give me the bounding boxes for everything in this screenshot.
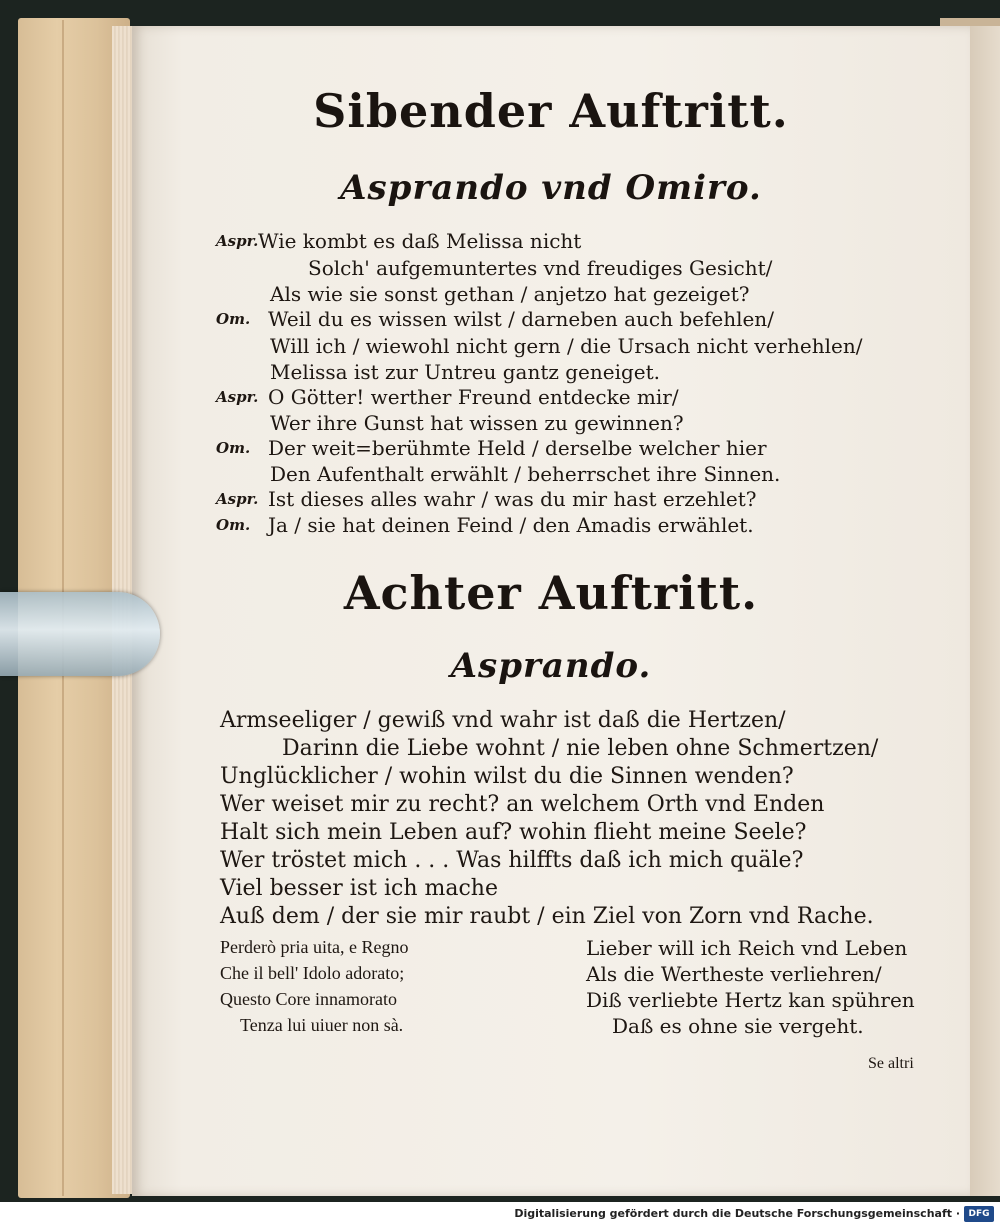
aria-italian-line: Che il bell' Idolo adorato; (220, 963, 405, 983)
catchword: Se altri (868, 1055, 914, 1072)
right-page-edge (970, 26, 1000, 1196)
aria-german-line: Lieber will ich Reich vnd Leben (586, 936, 908, 960)
book-page (132, 26, 970, 1196)
monologue-line: Wer tröstet mich . . . Was hilffts daß ich mich quäle? (220, 848, 804, 873)
dialogue-line: Will ich / wiewohl nicht gern / die Ursach nicht verhehlen/ (270, 334, 863, 358)
dialogue-line: Wie kombt es daß Melissa nicht (258, 229, 582, 253)
dfg-logo: DFG (964, 1206, 994, 1222)
next-page-edge (940, 18, 1000, 26)
monologue-line: Viel besser ist ich mache (220, 876, 498, 901)
speaker-label: Aspr. (216, 388, 259, 406)
aria-italian-line: Tenza lui uiuer non sà. (240, 1015, 404, 1035)
aria-italian-line: Perderò pria uita, e Regno (220, 937, 409, 957)
speaker-label: Om. (216, 439, 251, 457)
scene-characters-7: Asprando vnd Omiro. (340, 168, 762, 208)
monologue-line: Halt sich mein Leben auf? wohin flieht meine Seele? (220, 820, 807, 845)
dialogue-line: Ist dieses alles wahr / was du mir hast erzehlet? (268, 487, 757, 511)
speaker-label: Aspr. (216, 490, 259, 508)
speaker-label: Aspr. (216, 232, 259, 250)
aria-german-line: Diß verliebte Hertz kan spühren (586, 988, 915, 1012)
dialogue-line: Den Aufenthalt erwählt / beherrschet ihre Sinnen. (270, 462, 781, 486)
glass-page-holder (0, 592, 160, 676)
monologue-line: Unglücklicher / wohin wilst du die Sinnen wenden? (220, 764, 794, 789)
monologue-line: Auß dem / der sie mir raubt / ein Ziel von Zorn vnd Rache. (220, 904, 874, 929)
dialogue-line: Der weit=berühmte Held / derselbe welcher hier (268, 436, 767, 460)
dialogue-line: Als wie sie sonst gethan / anjetzo hat gezeiget? (270, 282, 750, 306)
scene-heading-8: Achter Auftritt. (343, 566, 759, 620)
aria-italian-line: Questo Core innamorato (220, 989, 397, 1009)
dialogue-line: Weil du es wissen wilst / darneben auch befehlen/ (268, 307, 774, 331)
dialogue-line: Ja / sie hat deinen Feind / den Amadis erwählet. (268, 513, 754, 537)
dialogue-line: Wer ihre Gunst hat wissen zu gewinnen? (270, 411, 684, 435)
speaker-label: Om. (216, 310, 251, 328)
speaker-label: Om. (216, 516, 251, 534)
aria-german-line: Daß es ohne sie vergeht. (612, 1014, 864, 1038)
aria-german-line: Als die Wertheste verliehren/ (586, 962, 882, 986)
scene-characters-8: Asprando. (450, 646, 652, 686)
dialogue-line: O Götter! werther Freund entdecke mir/ (268, 385, 679, 409)
monologue-line: Darinn die Liebe wohnt / nie leben ohne Schmertzen/ (282, 736, 879, 761)
monologue-line: Armseeliger / gewiß vnd wahr ist daß die Hertzen/ (220, 708, 786, 733)
funding-notice: Digitalisierung gefördert durch die Deutsche Forschungsgemeinschaft · (514, 1207, 960, 1220)
scene-heading-7: Sibender Auftritt. (313, 84, 789, 138)
dialogue-line: Melissa ist zur Untreu gantz geneiget. (270, 360, 661, 384)
dialogue-line: Solch' aufgemuntertes vnd freudiges Gesicht/ (308, 256, 773, 280)
footer-bar (0, 1202, 1000, 1226)
monologue-line: Wer weiset mir zu recht? an welchem Orth vnd Enden (220, 792, 825, 817)
